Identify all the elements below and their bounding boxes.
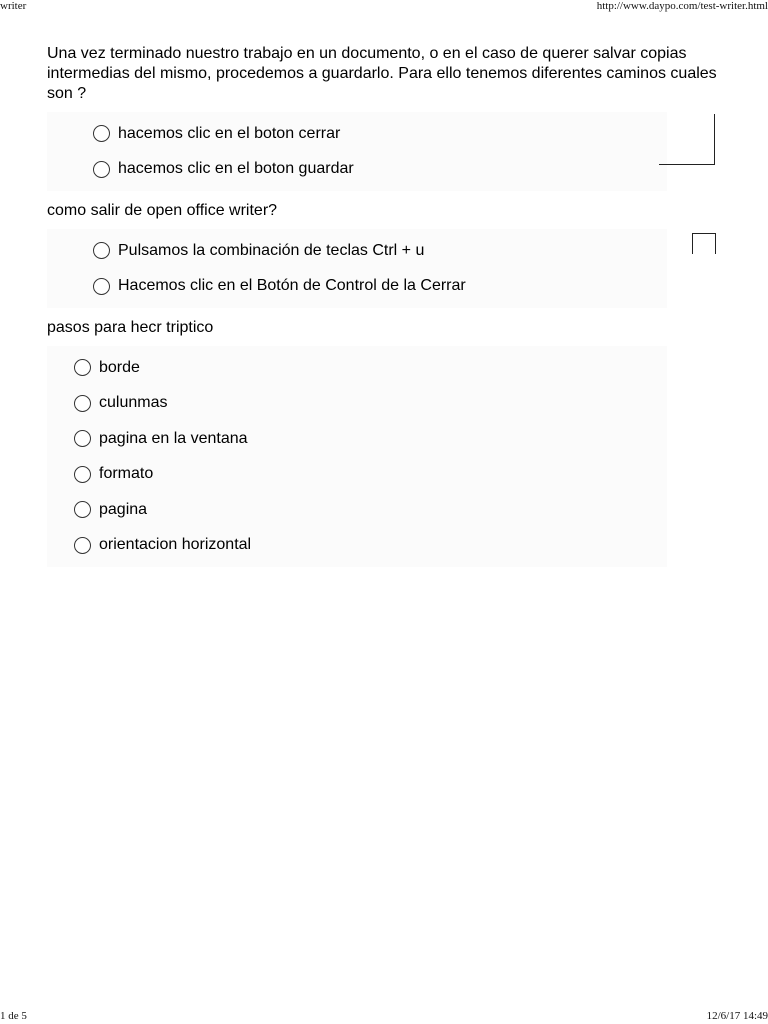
quiz-content [47,44,727,577]
radio-button[interactable] [74,395,91,412]
question-text: como salir de open office writer? [47,202,278,219]
answer-label: pagina [99,500,148,518]
answer-option[interactable] [47,386,667,422]
answer-option[interactable] [47,116,667,152]
question-block-1 [47,44,727,191]
radio-button[interactable] [74,501,91,518]
answer-option[interactable] [47,457,667,493]
answer-label: orientacion horizontal [99,536,252,554]
print-footer-page-number: 1 de 5 [0,1010,27,1022]
answer-label: Hacemos clic en el Botón de Control de la Cerrar [118,277,466,295]
answer-label: hacemos clic en el boton cerrar [118,124,341,142]
radio-button[interactable] [74,466,91,483]
radio-button[interactable] [93,161,110,178]
question-block-2 [47,201,727,308]
question-text: pasos para hecr triptico [47,319,214,336]
answer-label: culunmas [99,394,168,412]
answer-label: formato [99,465,154,483]
radio-button[interactable] [74,537,91,554]
answer-option[interactable] [47,421,667,457]
radio-button[interactable] [74,430,91,447]
answer-option[interactable] [47,350,667,386]
print-header-title: writer [0,0,27,12]
radio-button[interactable] [93,278,110,295]
question-block-3 [47,318,727,567]
answer-option[interactable] [47,269,667,305]
question-text: Una vez terminado nuestro trabajo en un documento, o en el caso de querer salvar copias intermedias del mismo, procedemos a guardarlo. Para ello tenemos diferentes caminos cuales son ? [47,45,717,102]
print-footer-timestamp: 12/6/17 14:49 [706,1010,768,1022]
print-header-url: http://www.daypo.com/test-writer.html [596,0,768,12]
radio-button[interactable] [93,125,110,142]
answer-label: pagina en la ventana [99,429,248,447]
answer-list [47,229,667,308]
radio-button[interactable] [93,242,110,259]
answer-label: Pulsamos la combinación de teclas Ctrl + u [118,241,425,259]
frame-corner-decoration [659,114,715,165]
answer-label: borde [99,358,140,376]
answer-option[interactable] [47,492,667,528]
answer-option[interactable] [47,233,667,269]
answer-option[interactable] [47,528,667,564]
answer-label: hacemos clic en el boton guardar [118,160,354,178]
answer-list [47,112,667,191]
answer-option[interactable] [47,152,667,188]
radio-button[interactable] [74,359,91,376]
answer-list [47,346,667,567]
frame-corner-decoration [692,233,716,254]
